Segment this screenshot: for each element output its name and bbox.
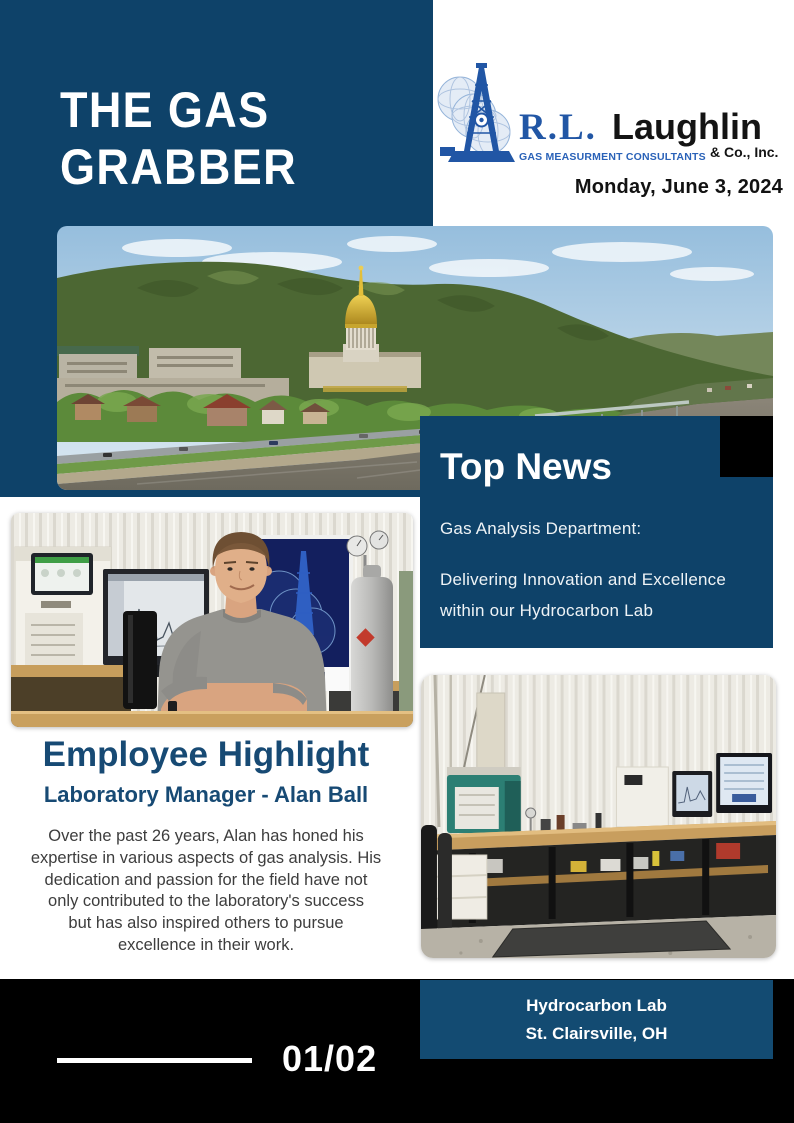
body-line: only contributed to the laboratory's success bbox=[48, 892, 364, 911]
page-indicator: 01/02 bbox=[282, 1038, 378, 1079]
teal-instrument bbox=[447, 767, 521, 833]
black-cylinders bbox=[421, 825, 437, 943]
body-line: excellence in their work. bbox=[117, 935, 295, 954]
logo-tagline: GAS MEASURMENT CONSULTANTS bbox=[519, 151, 706, 163]
top-news-subheading: Gas Analysis Department: bbox=[440, 519, 642, 538]
top-news-body-line: within our Hydrocarbon Lab bbox=[440, 601, 654, 620]
body-line: Over the past 26 years, Alan has honed his bbox=[48, 827, 364, 845]
employee-photo bbox=[11, 513, 413, 727]
body-line: expertise in various aspects of gas analysis. His bbox=[30, 848, 382, 867]
body-line: but has also inspired others to pursue bbox=[68, 914, 344, 933]
logo-company-name: Laughlin bbox=[612, 106, 762, 147]
footer-divider-line bbox=[57, 1058, 252, 1063]
lab-photo-illustration bbox=[421, 675, 776, 958]
title-line-1: THE GAS bbox=[60, 82, 270, 138]
employee-photo-illustration bbox=[11, 513, 413, 727]
logo-initials: R.L. bbox=[519, 107, 597, 148]
newsletter-title bbox=[60, 82, 297, 196]
lab-photo bbox=[421, 675, 776, 958]
top-news-body-line: Delivering Innovation and Excellence bbox=[440, 570, 726, 589]
top-news-heading: Top News bbox=[440, 446, 612, 487]
location-line: Hydrocarbon Lab bbox=[526, 995, 667, 1015]
employee-highlight-subheading: Laboratory Manager - Alan Ball bbox=[43, 782, 369, 807]
body-line: dedication and passion for the field have not bbox=[44, 870, 368, 889]
derrick-icon bbox=[434, 62, 529, 168]
top-news-body bbox=[440, 564, 726, 626]
logo-suffix: & Co., Inc. bbox=[710, 144, 779, 160]
issue-date: Monday, June 3, 2024 bbox=[574, 176, 783, 198]
title-line-2: GRABBER bbox=[60, 139, 297, 195]
location-box bbox=[420, 980, 773, 1059]
location-line: St. Clairsville, OH bbox=[525, 1023, 668, 1043]
employee-highlight-heading: Employee Highlight bbox=[42, 735, 370, 774]
employee-highlight-body bbox=[2, 826, 410, 957]
black-accent-square bbox=[720, 416, 773, 477]
